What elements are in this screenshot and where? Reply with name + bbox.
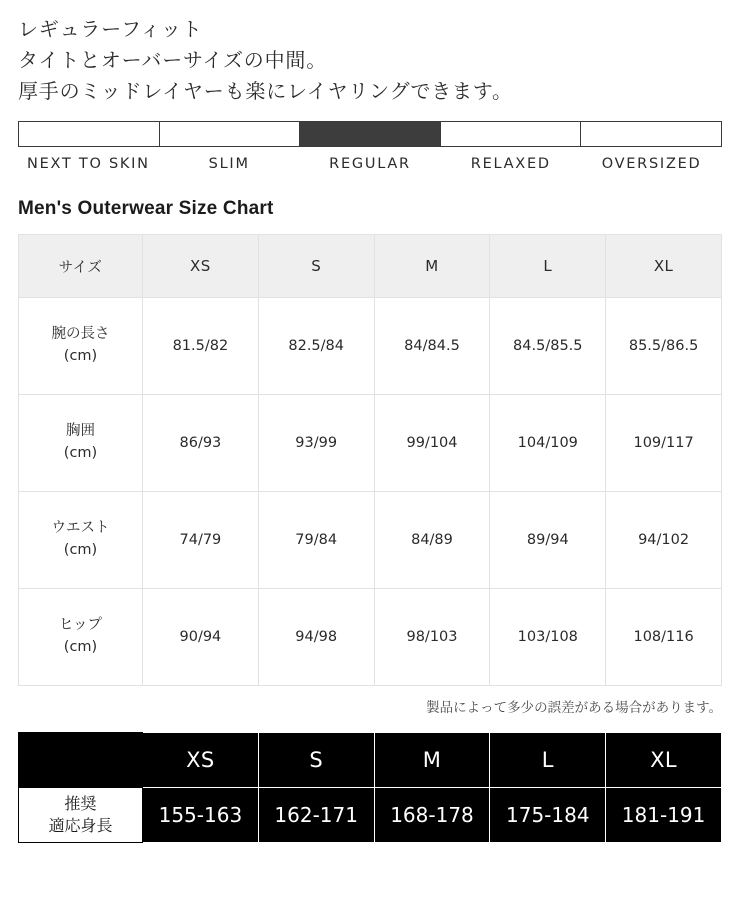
cell-chest-xl: 109/117 [606,395,722,492]
cell-chest-s: 93/99 [258,395,374,492]
cell-height-xl: 181-191 [606,788,722,843]
fit-segment-oversized [581,122,721,146]
row-header-hip [19,589,143,686]
height-header-row [19,733,722,788]
height-header-xl: XL [606,733,722,788]
height-row-header-line-2: 適応身長 [48,816,113,835]
height-header-xs: XS [143,733,259,788]
cell-height-xs: 155-163 [143,788,259,843]
cell-waist-xs: 74/79 [143,492,259,589]
cell-chest-m: 99/104 [374,395,490,492]
height-header-l: L [490,733,606,788]
fit-description [18,0,722,107]
height-header-s: S [258,733,374,788]
cell-waist-m: 84/89 [374,492,490,589]
cell-hip-l: 103/108 [490,589,606,686]
cell-height-s: 162-171 [258,788,374,843]
size-measurements-table [18,234,722,686]
fit-label-next-to-skin: NEXT TO SKIN [27,156,150,172]
page-title: Men's Outerwear Size Chart [18,198,274,219]
cell-sleeve-m: 84/84.5 [374,298,490,395]
cell-height-m: 168-178 [374,788,490,843]
fit-segment-relaxed [441,122,582,146]
row-header-chest [19,395,143,492]
row-header-waist [19,492,143,589]
fit-segment-next-to-skin [19,122,160,146]
row-header-chest-unit: (cm) [63,445,98,461]
row-header-sleeve-label: 腕の長さ [51,326,110,343]
fit-segment-regular [300,122,441,146]
cell-hip-xl: 108/116 [606,589,722,686]
cell-sleeve-l: 84.5/85.5 [490,298,606,395]
fit-scale-bar [18,121,722,147]
row-header-sleeve-unit: (cm) [63,348,98,364]
row-header-waist-unit: (cm) [63,542,98,558]
column-header-measure: サイズ [19,235,143,298]
table-row [19,298,722,395]
table-row [19,395,722,492]
column-header-xl: XL [606,235,722,298]
fit-label-relaxed: RELAXED [470,156,551,172]
fit-scale-labels [18,156,722,172]
cell-sleeve-s: 82.5/84 [258,298,374,395]
cell-chest-xs: 86/93 [143,395,259,492]
fit-description-line-1: レギュラーフィット [18,17,203,41]
cell-hip-xs: 90/94 [143,589,259,686]
row-header-hip-label: ヒップ [58,617,103,634]
recommended-height-table [18,732,722,843]
cell-sleeve-xs: 81.5/82 [143,298,259,395]
fit-label-slim: SLIM [208,156,250,172]
cell-sleeve-xl: 85.5/86.5 [606,298,722,395]
column-header-l: L [490,235,606,298]
fit-segment-slim [160,122,301,146]
row-header-chest-label: 胸囲 [66,423,95,440]
cell-hip-m: 98/103 [374,589,490,686]
column-header-m: M [374,235,490,298]
height-row-header [19,788,143,843]
cell-waist-xl: 94/102 [606,492,722,589]
row-header-waist-label: ウエスト [51,520,110,537]
row-header-hip-unit: (cm) [63,639,98,655]
cell-height-l: 175-184 [490,788,606,843]
table-row [19,589,722,686]
row-header-sleeve [19,298,143,395]
cell-chest-l: 104/109 [490,395,606,492]
cell-waist-l: 89/94 [490,492,606,589]
cell-waist-s: 79/84 [258,492,374,589]
column-header-xs: XS [143,235,259,298]
height-header-corner [19,733,143,788]
fit-description-line-3: 厚手のミッドレイヤーも楽にレイヤリングできます。 [18,79,513,103]
table-header-row [19,235,722,298]
fit-label-regular: REGULAR [329,156,411,172]
height-row-header-line-1: 推奨 [64,794,97,814]
fit-description-line-2: タイトとオーバーサイズの中間。 [18,48,327,72]
cell-hip-s: 94/98 [258,589,374,686]
table-row [19,492,722,589]
height-row [19,788,722,843]
column-header-s: S [258,235,374,298]
measurement-disclaimer: 製品によって多少の誤差がある場合があります。 [426,700,722,716]
fit-label-oversized: OVERSIZED [601,156,702,172]
height-header-m: M [374,733,490,788]
